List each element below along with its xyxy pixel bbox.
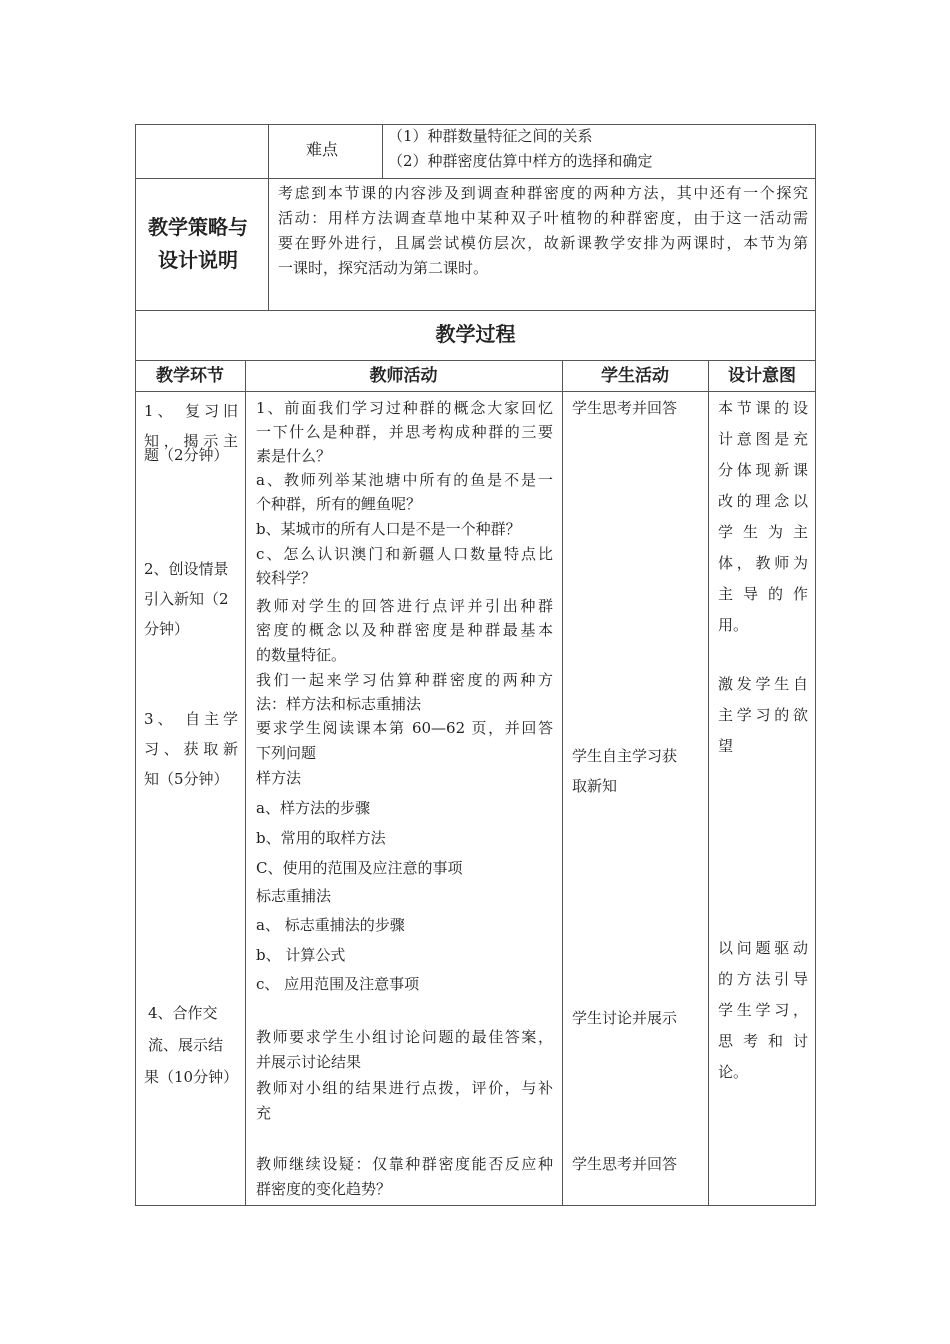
student-activity: 学生讨论并展示	[572, 1009, 678, 1027]
stage-text: 知，揭示主	[144, 432, 238, 450]
stage-text: 分钟）	[144, 620, 190, 638]
stage-text: 引入新知（2	[144, 590, 229, 608]
teacher-activity-line: 标志重捕法	[256, 887, 332, 905]
design-intent: 论。	[718, 1063, 749, 1081]
header-stage: 教学环节	[156, 366, 224, 386]
stage-text: 4、合作交	[148, 1004, 218, 1022]
design-intent: 激发学生自	[718, 675, 808, 693]
teacher-activity-line: c、 应用范围及注意事项	[256, 975, 420, 993]
stage-text: 1、 复习旧	[144, 402, 238, 420]
teacher-activity-line: C、使用的范围及应注意的事项	[256, 859, 463, 877]
design-intent: 体，教师为	[718, 554, 808, 572]
teacher-activity-line: 教师要求学生小组讨论问题的最佳答案，	[256, 1028, 553, 1046]
stage-text: 流、展示结	[148, 1036, 224, 1054]
design-intent: 思考和讨	[718, 1032, 808, 1050]
strategy-text: 要在野外进行，且属尝试模仿层次，故新课教学安排为两课时，本节为第	[278, 234, 808, 252]
design-intent: 的方法引导	[718, 970, 808, 988]
header-teacher: 教师活动	[369, 366, 438, 386]
process-title: 教学过程	[435, 322, 516, 346]
difficulty-item: （2）种群密度估算中样方的选择和确定	[388, 152, 653, 170]
design-intent: 学生学习，	[718, 1001, 808, 1019]
student-activity: 学生思考并回答	[572, 1155, 678, 1173]
design-intent: 计意图是充	[718, 430, 808, 448]
teacher-activity-line: c、怎么认识澳门和新疆人口数量特点比	[256, 545, 553, 563]
col-divider	[268, 124, 269, 178]
col-divider	[245, 360, 246, 1206]
teacher-activity-line: 一下什么是种群，并思考构成种群的三要	[256, 423, 553, 441]
design-intent: 改的理念以	[718, 492, 808, 510]
design-intent: 用。	[718, 616, 749, 634]
strategy-text: 一课时，探究活动为第二课时。	[278, 259, 489, 277]
teacher-activity-line: 密度的概念以及种群密度是种群最基本	[256, 621, 553, 639]
col-divider	[382, 124, 383, 178]
col-divider	[708, 360, 709, 1206]
teacher-activity-line: 教师对学生的回答进行点评并引出种群	[256, 597, 553, 615]
teacher-activity-line: 我们一起来学习估算种群密度的两种方	[256, 671, 553, 689]
design-intent: 望	[718, 737, 734, 755]
design-intent: 分体现新课	[718, 461, 808, 479]
teacher-activity-line: b、某城市的所有人口是不是一个种群？	[256, 520, 521, 538]
teacher-activity-line: a、 标志重捕法的步骤	[256, 916, 405, 934]
strategy-label: 教学策略与	[148, 215, 248, 239]
header-intent: 设计意图	[728, 366, 796, 386]
row-divider	[135, 391, 816, 392]
stage-text: 题（2分钟）	[144, 446, 229, 464]
student-activity: 取新知	[572, 777, 618, 795]
design-intent: 学生为主	[718, 523, 808, 541]
teacher-activity-line: 并展示讨论结果	[256, 1053, 362, 1071]
strategy-label: 设计说明	[158, 248, 238, 272]
teacher-activity-line: a、教师列举某池塘中所有的鱼是不是一	[256, 471, 553, 489]
teacher-activity-line: a、样方法的步骤	[256, 799, 370, 817]
strategy-text: 活动：用样方法调查草地中某种双子叶植物的种群密度，由于这一活动需	[278, 209, 808, 227]
teacher-activity-line: b、 计算公式	[256, 946, 346, 964]
teacher-activity-line: 教师对小组的结果进行点拨，评价，与补	[256, 1079, 553, 1097]
student-activity: 学生思考并回答	[572, 399, 678, 417]
design-intent: 主学习的欲	[718, 706, 808, 724]
teacher-activity-line: 样方法	[256, 769, 302, 787]
teacher-activity-line: 教师继续设疑：仅靠种群密度能否反应种	[256, 1155, 553, 1173]
difficulty-item: （1）种群数量特征之间的关系	[388, 127, 593, 145]
teacher-activity-line: 要求学生阅读课本第 60—62 页，并回答	[256, 719, 553, 737]
teacher-activity-line: 下列问题	[256, 744, 317, 762]
col-divider	[268, 178, 269, 310]
stage-text: 知（5分钟）	[144, 770, 229, 788]
teacher-activity-line: b、常用的取样方法	[256, 829, 386, 847]
stage-text: 2、创设情景	[144, 560, 229, 578]
row-divider	[135, 360, 816, 361]
student-activity: 学生自主学习获	[572, 747, 678, 765]
design-intent: 本节课的设	[718, 399, 808, 417]
difficulty-label: 难点	[306, 140, 339, 159]
teacher-activity-line: 群密度的变化趋势？	[256, 1180, 392, 1198]
teacher-activity-line: 充	[256, 1104, 272, 1122]
teacher-activity-line: 1、前面我们学习过种群的概念大家回忆	[256, 399, 553, 417]
header-student: 学生活动	[601, 366, 669, 386]
stage-text: 习、获取新	[144, 740, 238, 758]
teacher-activity-line: 个种群，所有的鲤鱼呢？	[256, 495, 422, 513]
strategy-text: 考虑到本节课的内容涉及到调查种群密度的两种方法，其中还有一个探究	[278, 184, 808, 202]
design-intent: 以问题驱动	[718, 939, 808, 957]
stage-text: 果（10分钟）	[144, 1068, 239, 1086]
stage-text: 3、 自主学	[144, 710, 238, 728]
teacher-activity-line: 素是什么？	[256, 447, 332, 465]
teacher-activity-line: 法：样方法和标志重捕法	[256, 695, 422, 713]
design-intent: 主导的作	[718, 585, 808, 603]
row-divider	[135, 310, 816, 311]
teacher-activity-line: 的数量特征。	[256, 646, 347, 664]
teacher-activity-line: 较科学？	[256, 569, 317, 587]
row-divider	[135, 178, 816, 179]
col-divider	[562, 360, 563, 1206]
